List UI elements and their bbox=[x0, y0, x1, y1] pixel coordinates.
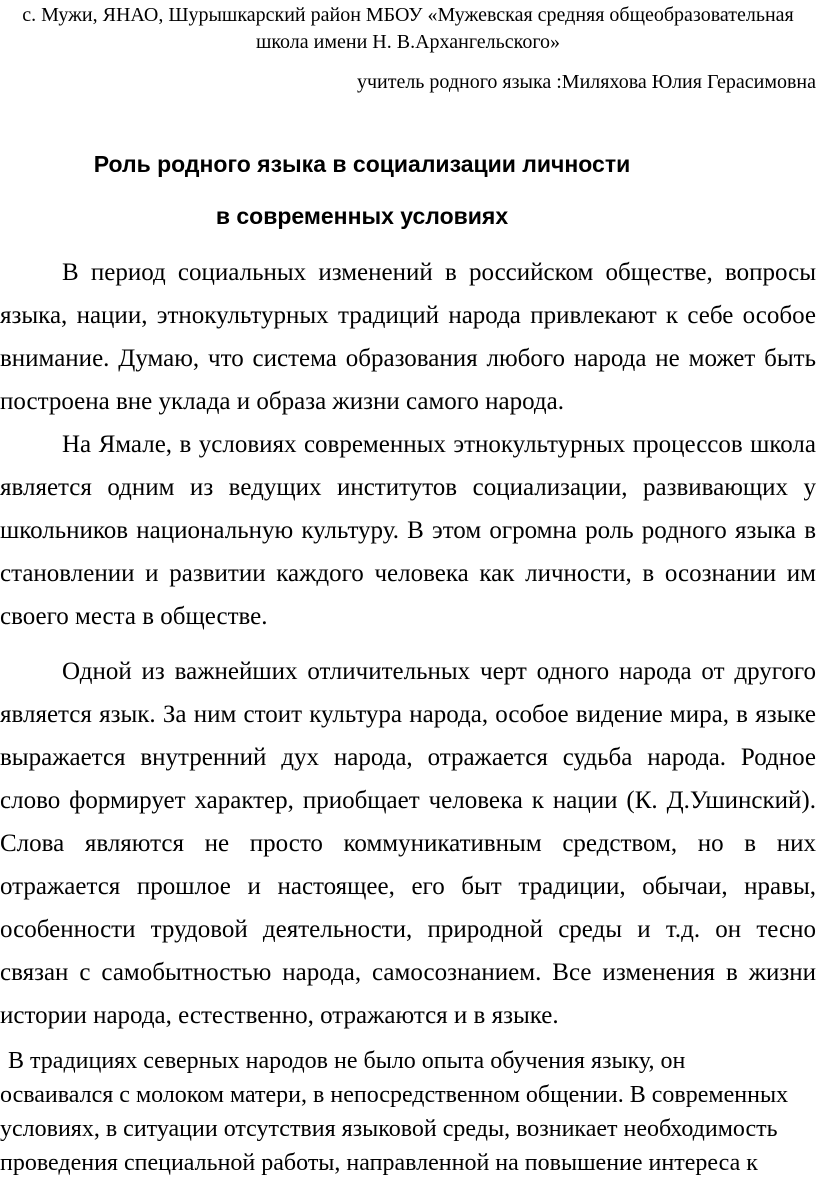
body-paragraph-3: Одной из важнейших отличительных черт одного народа от другого является язык. За ним стоит культура народа, особое видение мира, в языке выражается внутренний дух народа, отражается судьба народа. Родное слово формирует характер, приобщает человека к нации (К. Д.Ушинский). Слова являются не просто коммуникативным средством, но в них отражается прошлое и настоящее, его быт традиции, обычаи, нравы, особенности трудовой деятельности, природной среды и т.д. он тесно связан с самобытностью народа, самосознанием. Все изменения в жизни истории народа, естественно, отражаются и в языке. bbox=[0, 658, 816, 1029]
document-title bbox=[0, 138, 724, 242]
author-line: учитель родного языка :Миляхова Юлия Герасимовна bbox=[356, 71, 816, 93]
header-school-line-2: школа имени Н. В.Архангельского» bbox=[255, 31, 561, 53]
body-paragraph-4: В традициях северных народов не было опыта обучения языку, он осваивался с молоком матери, в непосредственном общении. В современных условиях, в ситуации отсутствия языковой среды, возникает необходимость проведения специальной работы, направленной на повышение интереса к bbox=[0, 1048, 789, 1176]
header-school-line-1: с. Мужи, ЯНАО, Шурышкарский район МБОУ «Мужевская средняя общеобразовательная bbox=[22, 4, 794, 26]
body-paragraph-1: В период социальных изменений в российском обществе, вопросы языка, нации, этнокультурных традиций народа привлекают к себе особое внимание. Думаю, что система образования любого народа не может быть построена вне уклада и образа жизни самого народа. bbox=[0, 259, 816, 415]
title-line-2: в современных условиях bbox=[215, 203, 509, 229]
title-line-1: Роль родного языка в социализации личности bbox=[93, 151, 631, 177]
body-paragraph-2: На Ямале, в условиях современных этнокультурных процессов школа является одним из ведущих институтов социализации, развивающих у школьников национальную культуру. В этом огромна роль родного языка в становлении и развитии каждого человека как личности, в осознании им своего места в обществе. bbox=[0, 431, 816, 630]
document-header bbox=[0, 0, 816, 56]
